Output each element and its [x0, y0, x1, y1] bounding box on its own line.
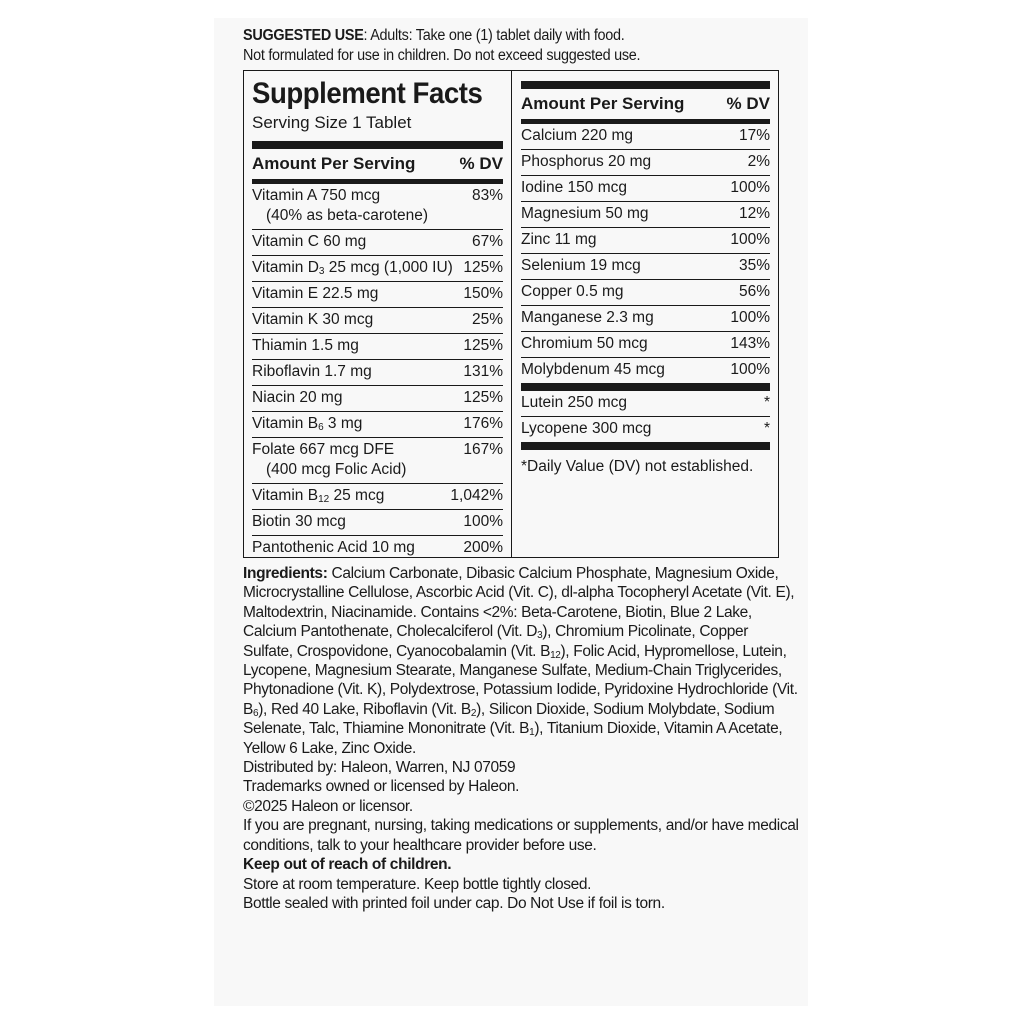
nutrient-row [252, 412, 503, 438]
nutrient-row [252, 282, 503, 308]
subscript: 12 [318, 494, 330, 505]
serving-size: Serving Size 1 Tablet [252, 113, 412, 132]
nutrient-name [521, 360, 665, 380]
right-nutrient-list [521, 124, 770, 383]
nutrient-name [521, 126, 633, 146]
ingredients-paragraph [243, 564, 799, 758]
column-divider [511, 71, 512, 557]
nutrient-name [252, 538, 415, 558]
facts-title: Supplement Facts [252, 77, 483, 110]
nutrient-label: Phosphorus 20 mg [521, 153, 652, 170]
nutrient-row [252, 386, 503, 412]
left-header [252, 149, 503, 179]
subscript: 3 [537, 630, 543, 642]
nutrient-name [252, 258, 453, 278]
nutrient-label: Thiamin 1.5 mg [252, 337, 359, 354]
nutrient-label: Manganese 2.3 mg [521, 309, 654, 326]
subscript: 6 [253, 707, 259, 719]
nutrient-row [252, 334, 503, 360]
nutrient-dv: 125% [463, 337, 503, 354]
nutrient-name [252, 440, 406, 480]
dv-footnote: *Daily Value (DV) not established. [521, 458, 754, 475]
ingredients-section [243, 564, 799, 913]
nutrient-dv: 125% [463, 259, 503, 276]
nutrient-row [252, 230, 503, 256]
nutrient-dv: 2% [747, 153, 770, 170]
suggested-use [243, 26, 745, 65]
nutrient-dv: 1,042% [450, 487, 503, 504]
nutrient-dv: 17% [738, 127, 770, 144]
nutrient-dv: 150% [463, 285, 503, 302]
nutrient-dv: 56% [738, 283, 770, 300]
nutrient-dv: * [763, 394, 770, 411]
nutrient-row [252, 484, 503, 510]
other-nutrient-list [521, 391, 770, 442]
amount-header: Amount Per Serving [252, 154, 416, 173]
subscript: 12 [550, 649, 561, 661]
nutrient-label: Vitamin E 22.5 mg [252, 285, 379, 302]
nutrient-name [252, 388, 342, 408]
nutrient-amount: 25 mcg (1,000 IU) [324, 259, 453, 276]
nutrient-name [521, 152, 651, 172]
facts-right-column [521, 81, 770, 477]
nutrient-name [252, 186, 428, 226]
nutrient-dv: 143% [730, 335, 770, 352]
nutrient-row [521, 228, 770, 254]
nutrient-label: Vitamin A 750 mcg [252, 187, 381, 204]
nutrient-row [252, 360, 503, 386]
nutrient-row [521, 391, 770, 417]
nutrient-name [252, 414, 362, 434]
supplement-facts-panel [243, 70, 779, 558]
distributor-line: Distributed by: Haleon, Warren, NJ 07059 [243, 759, 516, 777]
suggested-use-line1: : Adults: Take one (1) tablet daily with food. [363, 27, 625, 44]
ingredients-text: ), Folic Acid, Hypromellose, Lutein, Lycopene, Magnesium Stearate, Manganese Sulfate, Medium-Chain Triglycerides, Phytonadione (Vit. K), Polydextrose, Potassium Iodide, Pyridoxine Hydrochloride (Vit. B [243, 642, 798, 718]
nutrient-label: Copper 0.5 mg [521, 283, 624, 300]
suggested-use-line2: Not formulated for use in children. Do not exceed suggested use. [243, 46, 641, 64]
dv-header: % DV [726, 94, 770, 113]
nutrient-label: Magnesium 50 mg [521, 205, 649, 222]
amount-header: Amount Per Serving [521, 94, 685, 113]
nutrient-label: Lutein 250 mcg [521, 394, 627, 411]
thick-rule [252, 141, 503, 149]
nutrient-row [252, 184, 503, 230]
nutrient-subtext: (400 mcg Folic Acid) [266, 461, 407, 478]
nutrient-label: Lycopene 300 mcg [521, 420, 652, 437]
nutrient-row [252, 308, 503, 334]
ingredients-text: ), Chromium Picolinate, Copper Sulfate, Crospovidone, Cyanocobalamin (Vit. B [243, 623, 749, 660]
nutrient-dv: 100% [730, 361, 770, 378]
nutrient-label: Niacin 20 mg [252, 389, 343, 406]
nutrient-name [252, 512, 346, 532]
nutrient-name [521, 393, 627, 413]
nutrient-label: Vitamin D [252, 259, 319, 276]
subscript: 3 [318, 266, 325, 277]
seal-text: Bottle sealed with printed foil under cap. Do Not Use if foil is torn. [243, 894, 665, 912]
nutrient-dv: 167% [463, 441, 503, 458]
nutrient-amount: 25 mcg [329, 487, 385, 504]
copyright-line: ©2025 Haleon or licensor. [243, 797, 413, 815]
nutrient-dv: 200% [463, 539, 503, 556]
nutrient-dv: 131% [463, 363, 503, 380]
keep-out-text: Keep out of reach of children. [243, 856, 452, 874]
nutrient-label: Vitamin B [252, 415, 319, 432]
nutrient-name [252, 486, 384, 506]
nutrient-row [521, 332, 770, 358]
nutrient-dv: 67% [471, 233, 503, 250]
nutrient-row [252, 536, 503, 561]
nutrient-label: Iodine 150 mcg [521, 179, 627, 196]
nutrient-dv: 125% [463, 389, 503, 406]
nutrient-name [252, 232, 366, 252]
nutrient-row [252, 510, 503, 536]
nutrient-name [252, 362, 372, 382]
trademark-line: Trademarks owned or licensed by Haleon. [243, 778, 520, 796]
subscript: 1 [529, 727, 535, 739]
nutrient-name [521, 204, 649, 224]
nutrient-label: Folate 667 mcg DFE [252, 441, 395, 458]
nutrient-row [521, 176, 770, 202]
nutrient-label: Vitamin C 60 mg [252, 233, 367, 250]
nutrient-label: Pantothenic Acid 10 mg [252, 539, 415, 556]
nutrient-row [521, 150, 770, 176]
thick-rule [521, 81, 770, 89]
nutrient-name [521, 230, 597, 250]
suggested-use-label: SUGGESTED USE [243, 27, 364, 44]
nutrient-row [521, 124, 770, 150]
ingredients-label: Ingredients: [243, 565, 328, 582]
nutrient-label: Selenium 19 mcg [521, 257, 641, 274]
nutrient-name [252, 310, 373, 330]
nutrient-row [521, 417, 770, 442]
nutrient-row [252, 256, 503, 282]
nutrient-dv: 25% [471, 311, 503, 328]
nutrient-dv: 100% [730, 179, 770, 196]
nutrient-amount: 3 mg [323, 415, 363, 432]
nutrient-name [521, 334, 648, 354]
nutrient-label: Vitamin B [252, 487, 319, 504]
nutrient-label: Riboflavin 1.7 mg [252, 363, 372, 380]
nutrient-label: Chromium 50 mcg [521, 335, 648, 352]
nutrient-name [252, 284, 378, 304]
nutrient-label: Molybdenum 45 mcg [521, 361, 665, 378]
nutrient-subtext: (40% as beta-carotene) [266, 207, 428, 224]
nutrient-dv: 100% [730, 231, 770, 248]
nutrient-row [521, 254, 770, 280]
nutrient-dv: 12% [738, 205, 770, 222]
nutrient-dv: 100% [730, 309, 770, 326]
nutrient-label: Vitamin K 30 mcg [252, 311, 374, 328]
nutrient-name [521, 178, 627, 198]
nutrient-label: Calcium 220 mg [521, 127, 633, 144]
nutrient-label: Zinc 11 mg [521, 231, 597, 248]
thick-rule [521, 383, 770, 391]
ingredients-text: ), Titanium Dioxide, Vitamin A Acetate, Yellow 6 Lake, Zinc Oxide. [243, 720, 783, 757]
facts-left-column [252, 71, 503, 561]
subscript: 6 [318, 422, 324, 433]
nutrient-row [521, 202, 770, 228]
right-header [521, 89, 770, 119]
left-nutrient-list [252, 184, 503, 561]
storage-text: Store at room temperature. Keep bottle tightly closed. [243, 875, 592, 893]
nutrient-name [521, 308, 654, 328]
nutrient-row [521, 358, 770, 383]
subscript: 2 [470, 707, 477, 719]
nutrient-row [252, 438, 503, 484]
nutrient-name [521, 282, 624, 302]
nutrient-dv: 83% [471, 187, 503, 204]
thick-rule [521, 442, 770, 450]
nutrient-row [521, 280, 770, 306]
warning-text: If you are pregnant, nursing, taking medications or supplements, and/or have medical conditions, talk to your healthcare provider before use. [243, 817, 799, 854]
nutrient-dv: * [763, 420, 770, 437]
ingredients-text: ), Red 40 Lake, Riboflavin (Vit. B [258, 700, 471, 718]
nutrient-name [252, 336, 359, 356]
nutrient-label: Biotin 30 mcg [252, 513, 346, 530]
nutrient-name [521, 256, 641, 276]
nutrient-row [521, 306, 770, 332]
ingredients-text: ), Silicon Dioxide, Sodium Molybdate, Sodium Selenate, Talc, Thiamine Mononitrate (Vit. B [243, 700, 775, 738]
nutrient-dv: 100% [463, 513, 503, 530]
nutrient-dv: 176% [463, 415, 503, 432]
ingredients-text: Calcium Carbonate, Dibasic Calcium Phosphate, Magnesium Oxide, Microcrystalline Cellulose, Ascorbic Acid (Vit. C), dl-alpha Tocopheryl Acetate (Vit. E), Maltodextrin, Niacinamide. Contains <2%: Beta-Carotene, Biotin, Blue 2 Lake, Calcium Pantothenate, Cholecalciferol (Vit. D [243, 565, 795, 641]
keep-out-warning [243, 855, 799, 874]
nutrient-name [521, 419, 651, 439]
dv-header: % DV [459, 154, 503, 173]
nutrient-dv: 35% [738, 257, 770, 274]
